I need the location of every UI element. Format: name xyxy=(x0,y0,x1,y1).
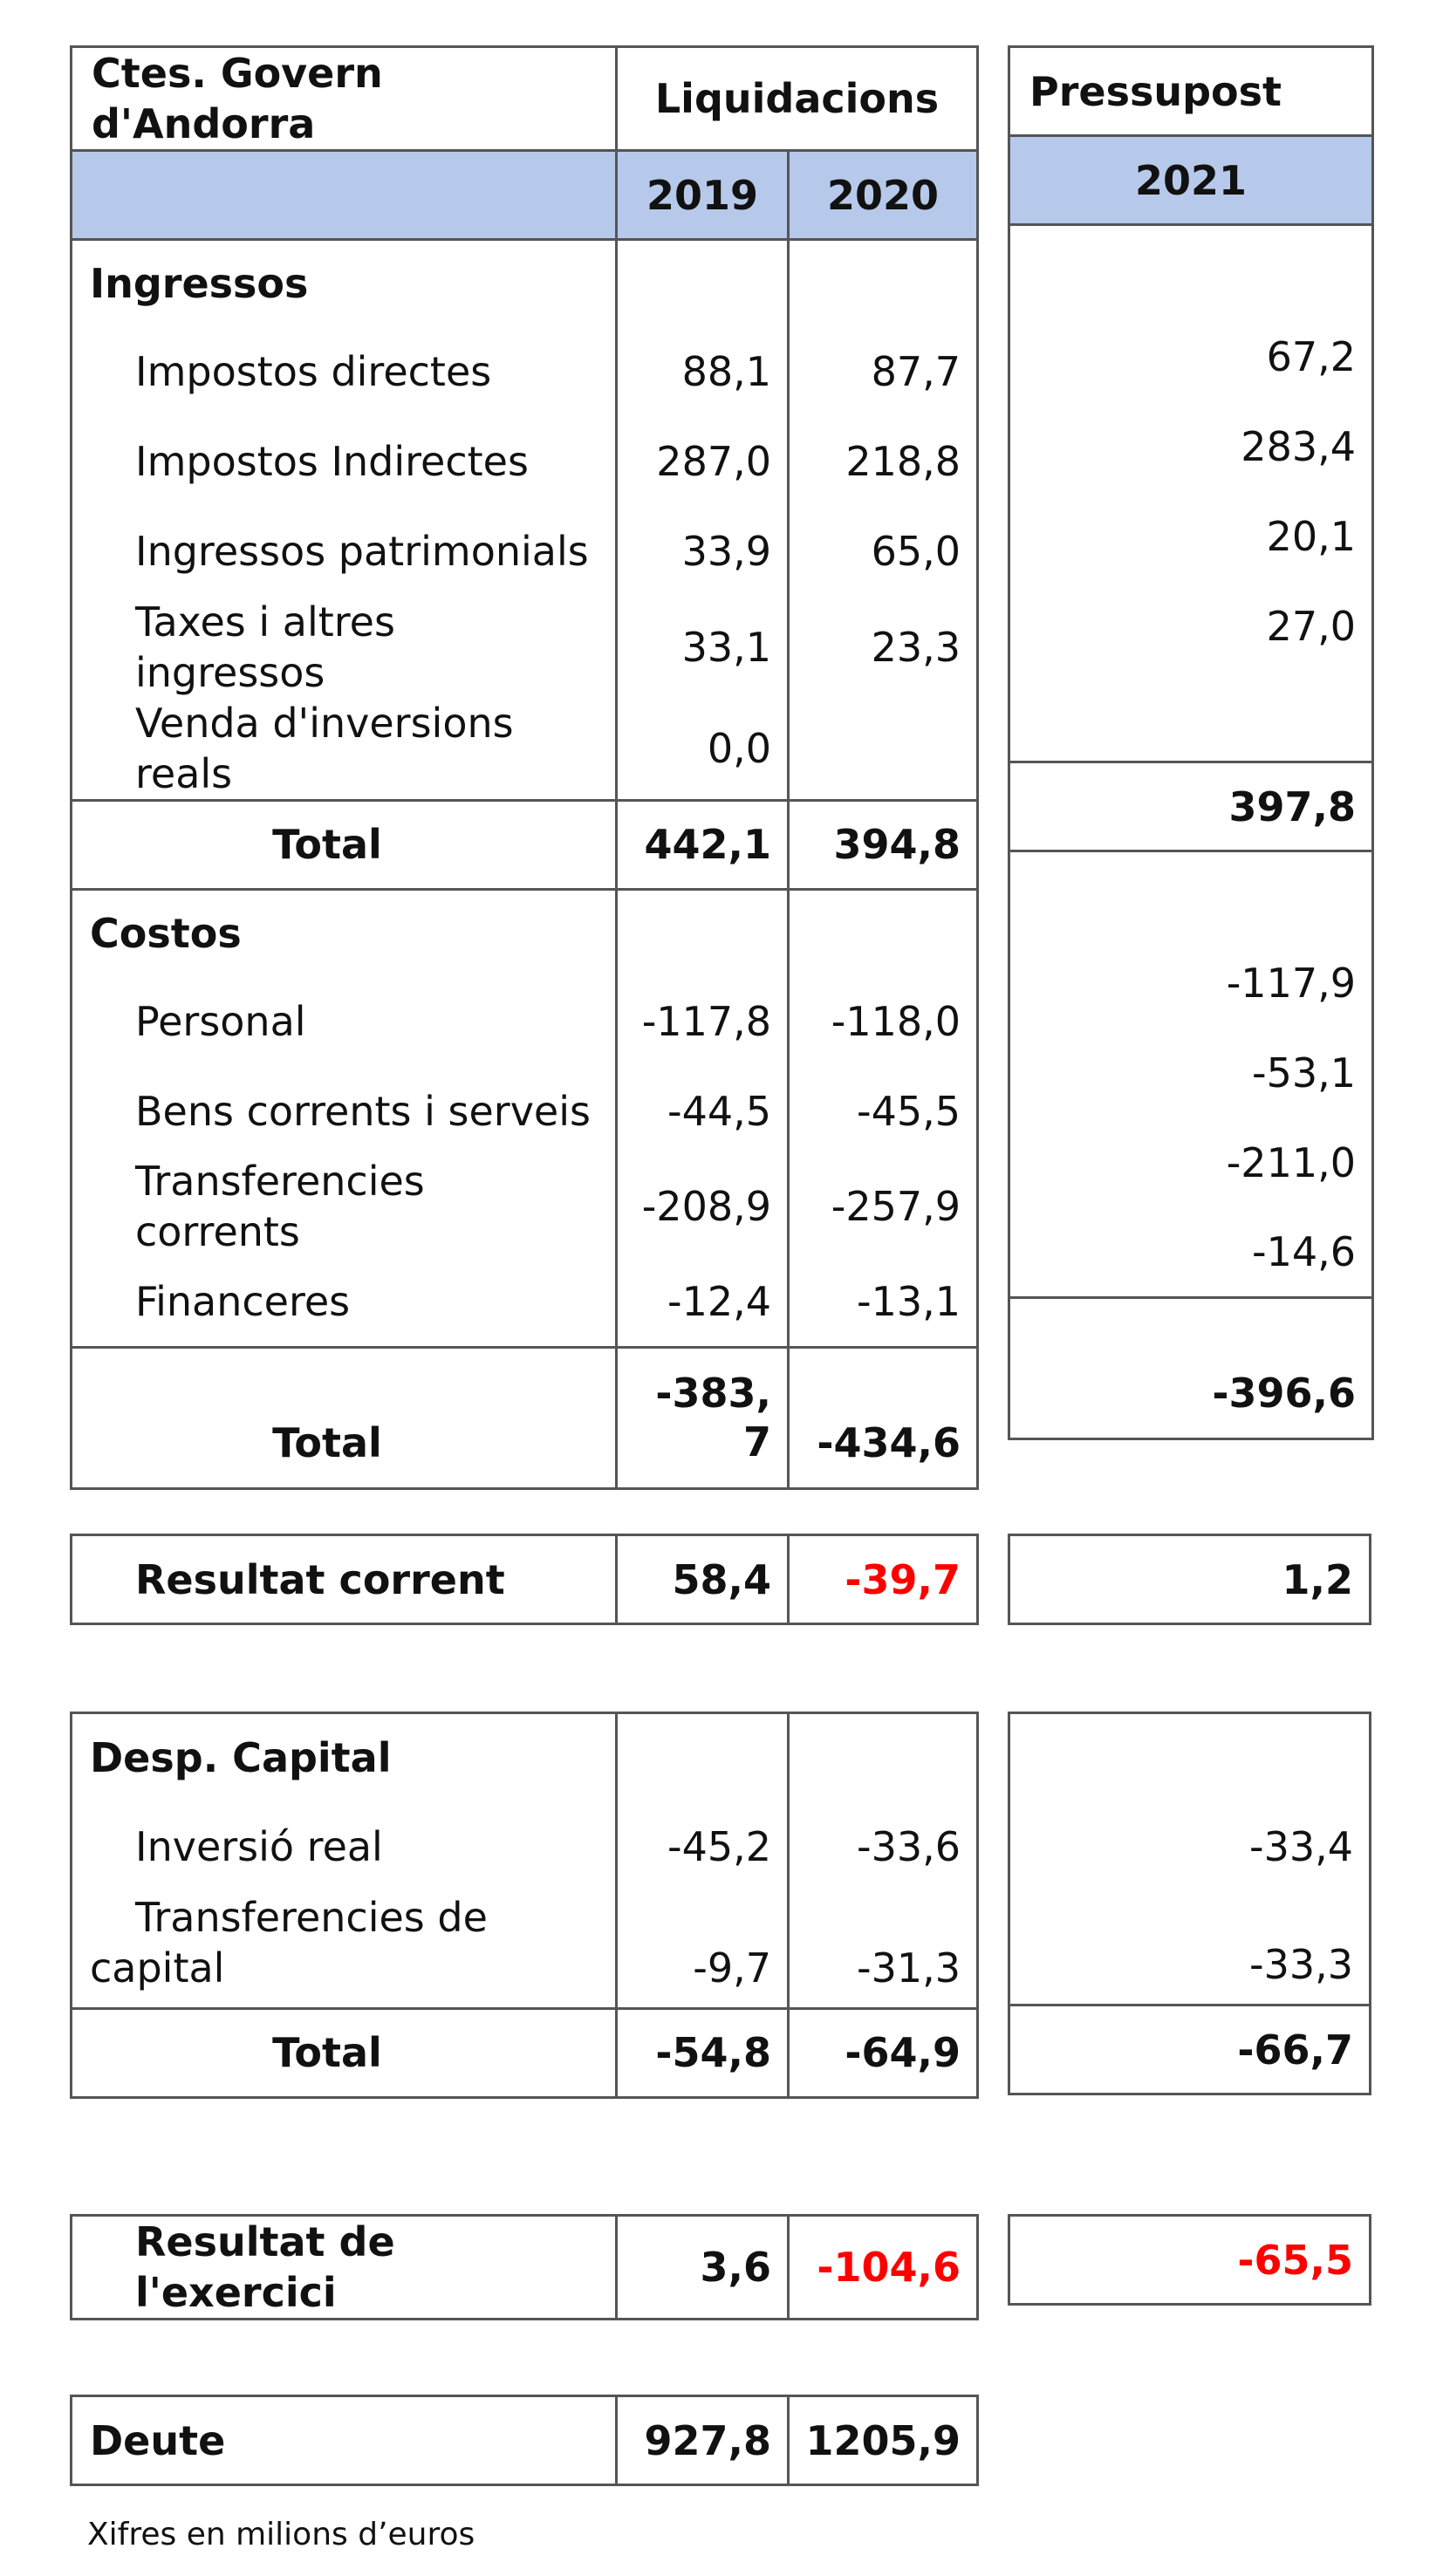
row-label: Venda d'inversions reals xyxy=(72,698,617,801)
resultat-corrent-2019: 58,4 xyxy=(617,1535,789,1624)
entity-header: Ctes. Govern d'Andorra xyxy=(72,47,617,151)
row-label: Impostos Indirectes xyxy=(72,417,617,507)
costos-total-label: Total xyxy=(72,1347,617,1488)
value-2019: -208,9 xyxy=(617,1156,789,1257)
row-label: Ingressos patrimonials xyxy=(72,507,617,597)
ingressos-total-2019: 442,1 xyxy=(617,800,789,889)
resultat-exercici-2021: -65,5 xyxy=(1009,2216,1371,2305)
row-label: Inversió real xyxy=(72,1802,617,1892)
costos-total-2019-line2: 7 xyxy=(742,1418,771,1466)
year-header-blank xyxy=(72,151,617,240)
value-2019: -117,8 xyxy=(617,976,789,1066)
row-label: Impostos directes xyxy=(72,327,617,417)
capital-total-2020: -64,9 xyxy=(789,2008,978,2097)
capital-total-label: Total xyxy=(72,2008,617,2097)
value-2019: -44,5 xyxy=(617,1066,789,1156)
row-label: Financeres xyxy=(72,1257,617,1347)
liquidacions-header: Liquidacions xyxy=(617,47,978,151)
resultat-corrent-2021-table xyxy=(1008,1534,1371,1625)
ingressos-total-2021: 397,8 xyxy=(1009,762,1373,851)
left-main-table xyxy=(70,45,979,1490)
row-label: Personal xyxy=(72,976,617,1066)
value-2020: -33,6 xyxy=(789,1802,978,1892)
value-2020: 23,3 xyxy=(789,597,978,698)
row-label: Transferencies corrents xyxy=(72,1156,617,1257)
resultat-exercici-2020: -104,6 xyxy=(789,2216,978,2320)
value-2019: -45,2 xyxy=(617,1802,789,1892)
value-2019: 88,1 xyxy=(617,327,789,417)
capital-2021-table xyxy=(1008,1712,1371,2095)
deute-table xyxy=(70,2395,979,2486)
value-2020: -31,3 xyxy=(789,1892,978,2009)
value-2020: -257,9 xyxy=(789,1156,978,1257)
costos-title: Costos xyxy=(72,889,617,976)
value-2019: 33,9 xyxy=(617,507,789,597)
resultat-corrent-2020: -39,7 xyxy=(789,1535,978,1624)
value-2020: -13,1 xyxy=(789,1257,978,1347)
value-2019: 287,0 xyxy=(617,417,789,507)
ingressos-total-2020: 394,8 xyxy=(789,800,978,889)
year-2019-header: 2019 xyxy=(617,151,789,240)
year-2020-header: 2020 xyxy=(789,151,978,240)
capital-total-2019: -54,8 xyxy=(617,2008,789,2097)
capital-total-2021: -66,7 xyxy=(1009,2005,1371,2094)
capital-title: Desp. Capital xyxy=(72,1713,617,1802)
value-2021: 27,0 xyxy=(1009,582,1373,672)
row-label: Bens corrents i serveis xyxy=(72,1066,617,1156)
value-2021: -33,4 xyxy=(1009,1802,1371,1892)
value-2020: -45,5 xyxy=(789,1066,978,1156)
value-2021: 283,4 xyxy=(1009,402,1373,492)
capital-table xyxy=(70,1712,979,2099)
costos-total-2020: -434,6 xyxy=(789,1347,978,1488)
value-2019: 0,0 xyxy=(617,698,789,801)
value-2020: 65,0 xyxy=(789,507,978,597)
right-main-table xyxy=(1008,45,1374,1440)
row-label-transferencies-capital xyxy=(72,1892,617,2009)
value-2021: 20,1 xyxy=(1009,492,1373,582)
resultat-exercici-2019: 3,6 xyxy=(617,2216,789,2320)
resultat-exercici-2021-table xyxy=(1008,2214,1371,2306)
value-2019: 33,1 xyxy=(617,597,789,698)
ingressos-title: Ingressos xyxy=(72,240,617,327)
resultat-corrent-2021: 1,2 xyxy=(1009,1535,1371,1624)
value-2020: 218,8 xyxy=(789,417,978,507)
value-2021: -53,1 xyxy=(1009,1028,1373,1118)
value-2020: -118,0 xyxy=(789,976,978,1066)
value-2021: 67,2 xyxy=(1009,312,1373,402)
resultat-corrent-label: Resultat corrent xyxy=(72,1535,617,1624)
costos-total-2021: -396,6 xyxy=(1009,1298,1373,1439)
value-2021: -117,9 xyxy=(1009,939,1373,1028)
footer-note: Xifres en milions d’euros xyxy=(87,2517,475,2552)
value-2020: 87,7 xyxy=(789,327,978,417)
deute-label: Deute xyxy=(72,2396,617,2485)
value-2020 xyxy=(789,698,978,801)
row-label: Taxes i altres ingressos xyxy=(72,597,617,698)
value-2019: -9,7 xyxy=(617,1892,789,2009)
deute-2019: 927,8 xyxy=(617,2396,789,2485)
year-2021-header: 2021 xyxy=(1009,136,1373,225)
row-label-line1: Transferencies de xyxy=(135,1893,488,1941)
resultat-exercici-table xyxy=(70,2214,979,2320)
costos-total-2019-line1: -383, xyxy=(655,1370,771,1417)
value-2021: -33,3 xyxy=(1009,1892,1371,2005)
value-2021: -14,6 xyxy=(1009,1208,1373,1298)
resultat-corrent-table xyxy=(70,1534,979,1625)
pressupost-header: Pressupost xyxy=(1009,47,1373,136)
value-2021 xyxy=(1009,672,1373,762)
value-2019: -12,4 xyxy=(617,1257,789,1347)
value-2021: -211,0 xyxy=(1009,1118,1373,1208)
costos-total-2019 xyxy=(617,1347,789,1488)
resultat-exercici-label: Resultat de l'exercici xyxy=(72,2216,617,2320)
ingressos-total-label: Total xyxy=(72,800,617,889)
row-label-line2: capital xyxy=(90,1944,225,1992)
deute-2020: 1205,9 xyxy=(789,2396,978,2485)
